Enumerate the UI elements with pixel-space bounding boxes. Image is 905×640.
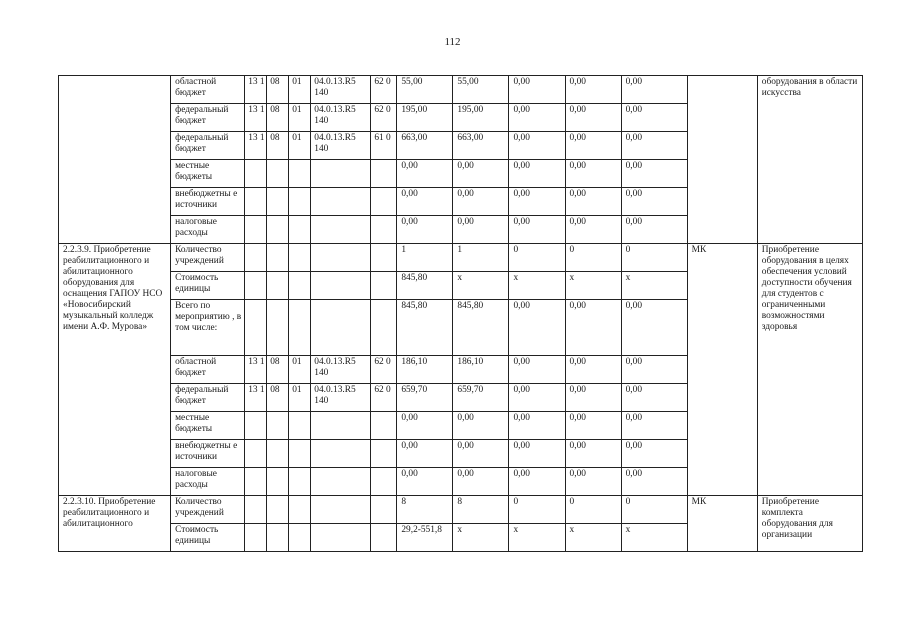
- grbs-code-cell: [245, 272, 267, 300]
- target-article-cell: [311, 524, 371, 552]
- section-code-cell: 08: [267, 104, 289, 132]
- target-article-cell: [311, 244, 371, 272]
- target-article-cell: [311, 216, 371, 244]
- section-code-cell: [267, 160, 289, 188]
- expected-result-cell: Приобретение комплекта оборудования для организации: [757, 496, 862, 552]
- value-cell: 0,00: [621, 76, 687, 104]
- indicator-cell: Стоимость единицы: [171, 272, 245, 300]
- value-cell: 0,00: [565, 76, 621, 104]
- grbs-code-cell: [245, 216, 267, 244]
- section-code-cell: [267, 524, 289, 552]
- grbs-code-cell: [245, 160, 267, 188]
- subsection-code-cell: [289, 496, 311, 524]
- value-cell: 0,00: [509, 356, 565, 384]
- value-cell: 0,00: [453, 412, 509, 440]
- target-article-cell: [311, 300, 371, 356]
- value-cell: 0,00: [565, 356, 621, 384]
- subsection-code-cell: 01: [289, 384, 311, 412]
- value-cell: 0,00: [621, 188, 687, 216]
- value-cell: 0,00: [621, 384, 687, 412]
- expected-result-cell: оборудования в области искусства: [757, 76, 862, 244]
- section-code-cell: [267, 468, 289, 496]
- expense-type-cell: 62 0: [371, 76, 397, 104]
- budget-table: [58, 75, 863, 552]
- grbs-code-cell: 13 1: [245, 132, 267, 160]
- value-cell: 195,00: [397, 104, 453, 132]
- section-code-cell: 08: [267, 76, 289, 104]
- value-cell: 0,00: [565, 160, 621, 188]
- subsection-code-cell: [289, 300, 311, 356]
- value-cell: 55,00: [397, 76, 453, 104]
- value-cell: 186,10: [397, 356, 453, 384]
- value-cell: 0,00: [509, 440, 565, 468]
- value-cell: 0,00: [565, 216, 621, 244]
- target-article-cell: [311, 440, 371, 468]
- value-cell: 8: [453, 496, 509, 524]
- target-article-cell: [311, 188, 371, 216]
- expected-result-cell: Приобретение оборудования в целях обеспечения условий доступности обучения для студентов с ограниченными возможностями здоровья: [757, 244, 862, 496]
- table-row: [59, 496, 863, 524]
- grbs-code-cell: 13 1: [245, 104, 267, 132]
- value-cell: 1: [397, 244, 453, 272]
- value-cell: 0,00: [397, 412, 453, 440]
- table-row: [59, 76, 863, 104]
- expense-type-cell: 62 0: [371, 384, 397, 412]
- value-cell: 186,10: [453, 356, 509, 384]
- value-cell: 0,00: [621, 132, 687, 160]
- section-code-cell: 08: [267, 132, 289, 160]
- value-cell: x: [509, 524, 565, 552]
- section-code-cell: [267, 244, 289, 272]
- value-cell: 0,00: [621, 216, 687, 244]
- subsection-code-cell: 01: [289, 132, 311, 160]
- value-cell: 0,00: [565, 300, 621, 356]
- value-cell: 0,00: [565, 412, 621, 440]
- measure-name-cell: 2.2.3.9. Приобретение реабилитационного и абилитационного оборудования для оснащения ГАПОУ НСО «Новосибирский музыкальный колледж имени А.Ф. Мурова»: [59, 244, 171, 496]
- value-cell: 0,00: [397, 160, 453, 188]
- target-article-cell: [311, 272, 371, 300]
- section-code-cell: [267, 216, 289, 244]
- value-cell: 0,00: [565, 468, 621, 496]
- expense-type-cell: [371, 216, 397, 244]
- value-cell: 0,00: [453, 216, 509, 244]
- executor-cell: МК: [687, 244, 757, 496]
- subsection-code-cell: 01: [289, 356, 311, 384]
- value-cell: 0,00: [621, 160, 687, 188]
- value-cell: 0,00: [621, 412, 687, 440]
- grbs-code-cell: [245, 468, 267, 496]
- subsection-code-cell: [289, 468, 311, 496]
- expense-type-cell: [371, 300, 397, 356]
- target-article-cell: 04.0.13.R5 140: [311, 104, 371, 132]
- value-cell: 845,80: [453, 300, 509, 356]
- subsection-code-cell: 01: [289, 76, 311, 104]
- value-cell: 0: [509, 496, 565, 524]
- value-cell: 55,00: [453, 76, 509, 104]
- value-cell: 0,00: [453, 160, 509, 188]
- value-cell: 0,00: [453, 468, 509, 496]
- expense-type-cell: [371, 440, 397, 468]
- section-code-cell: [267, 440, 289, 468]
- subsection-code-cell: [289, 160, 311, 188]
- table-row: [59, 244, 863, 272]
- indicator-cell: Стоимость единицы: [171, 524, 245, 552]
- indicator-cell: внебюджетны е источники: [171, 440, 245, 468]
- indicator-cell: Количество учреждений: [171, 244, 245, 272]
- value-cell: x: [565, 272, 621, 300]
- value-cell: 845,80: [397, 300, 453, 356]
- value-cell: x: [453, 272, 509, 300]
- value-cell: 845,80: [397, 272, 453, 300]
- indicator-cell: налоговые расходы: [171, 216, 245, 244]
- grbs-code-cell: [245, 496, 267, 524]
- value-cell: 0,00: [565, 132, 621, 160]
- value-cell: 0,00: [565, 384, 621, 412]
- target-article-cell: 04.0.13.R5 140: [311, 384, 371, 412]
- indicator-cell: местные бюджеты: [171, 412, 245, 440]
- expense-type-cell: [371, 524, 397, 552]
- indicator-cell: федеральный бюджет: [171, 384, 245, 412]
- grbs-code-cell: [245, 188, 267, 216]
- value-cell: 0: [509, 244, 565, 272]
- grbs-code-cell: [245, 412, 267, 440]
- expense-type-cell: [371, 244, 397, 272]
- indicator-cell: внебюджетны е источники: [171, 188, 245, 216]
- value-cell: 0,00: [509, 384, 565, 412]
- value-cell: 0,00: [509, 468, 565, 496]
- value-cell: 0: [565, 244, 621, 272]
- executor-cell: [687, 76, 757, 244]
- indicator-cell: Всего по мероприятию , в том числе:: [171, 300, 245, 356]
- value-cell: 195,00: [453, 104, 509, 132]
- value-cell: 0,00: [565, 104, 621, 132]
- value-cell: 0,00: [509, 188, 565, 216]
- expense-type-cell: 62 0: [371, 104, 397, 132]
- subsection-code-cell: [289, 524, 311, 552]
- section-code-cell: [267, 188, 289, 216]
- value-cell: 0: [621, 244, 687, 272]
- expense-type-cell: [371, 188, 397, 216]
- section-code-cell: 08: [267, 384, 289, 412]
- value-cell: 0,00: [509, 104, 565, 132]
- value-cell: 8: [397, 496, 453, 524]
- value-cell: x: [509, 272, 565, 300]
- value-cell: 0,00: [509, 160, 565, 188]
- value-cell: 0,00: [397, 188, 453, 216]
- grbs-code-cell: [245, 244, 267, 272]
- value-cell: 0,00: [565, 188, 621, 216]
- section-code-cell: 08: [267, 356, 289, 384]
- section-code-cell: [267, 496, 289, 524]
- expense-type-cell: 61 0: [371, 132, 397, 160]
- indicator-cell: местные бюджеты: [171, 160, 245, 188]
- value-cell: 29,2-551,8: [397, 524, 453, 552]
- grbs-code-cell: [245, 524, 267, 552]
- value-cell: 0,00: [621, 468, 687, 496]
- grbs-code-cell: 13 1: [245, 384, 267, 412]
- target-article-cell: 04.0.13.R5 140: [311, 356, 371, 384]
- target-article-cell: 04.0.13.R5 140: [311, 76, 371, 104]
- subsection-code-cell: [289, 244, 311, 272]
- value-cell: 0,00: [565, 440, 621, 468]
- expense-type-cell: [371, 496, 397, 524]
- executor-cell: МК: [687, 496, 757, 552]
- grbs-code-cell: [245, 440, 267, 468]
- target-article-cell: [311, 160, 371, 188]
- subsection-code-cell: [289, 188, 311, 216]
- expense-type-cell: [371, 468, 397, 496]
- target-article-cell: [311, 468, 371, 496]
- indicator-cell: областной бюджет: [171, 356, 245, 384]
- value-cell: 0,00: [453, 440, 509, 468]
- value-cell: 659,70: [453, 384, 509, 412]
- value-cell: 0,00: [621, 440, 687, 468]
- indicator-cell: Количество учреждений: [171, 496, 245, 524]
- grbs-code-cell: [245, 300, 267, 356]
- subsection-code-cell: [289, 412, 311, 440]
- value-cell: x: [565, 524, 621, 552]
- indicator-cell: налоговые расходы: [171, 468, 245, 496]
- value-cell: 0: [621, 496, 687, 524]
- value-cell: 663,00: [397, 132, 453, 160]
- section-code-cell: [267, 272, 289, 300]
- value-cell: 663,00: [453, 132, 509, 160]
- value-cell: 0,00: [397, 468, 453, 496]
- value-cell: x: [453, 524, 509, 552]
- page-number: 112: [444, 36, 461, 48]
- value-cell: 0,00: [621, 356, 687, 384]
- subsection-code-cell: [289, 272, 311, 300]
- subsection-code-cell: [289, 216, 311, 244]
- value-cell: 0,00: [509, 300, 565, 356]
- measure-name-cell: 2.2.3.10. Приобретение реабилитационного и абилитационного: [59, 496, 171, 552]
- value-cell: 0,00: [509, 216, 565, 244]
- grbs-code-cell: 13 1: [245, 356, 267, 384]
- value-cell: 0,00: [453, 188, 509, 216]
- section-code-cell: [267, 412, 289, 440]
- indicator-cell: федеральный бюджет: [171, 132, 245, 160]
- measure-name-cell: [59, 76, 171, 244]
- value-cell: 0,00: [509, 412, 565, 440]
- value-cell: 659,70: [397, 384, 453, 412]
- value-cell: 0,00: [397, 440, 453, 468]
- target-article-cell: 04.0.13.R5 140: [311, 132, 371, 160]
- target-article-cell: [311, 496, 371, 524]
- value-cell: x: [621, 272, 687, 300]
- value-cell: 0: [565, 496, 621, 524]
- grbs-code-cell: 13 1: [245, 76, 267, 104]
- value-cell: x: [621, 524, 687, 552]
- subsection-code-cell: [289, 440, 311, 468]
- value-cell: 0,00: [621, 300, 687, 356]
- expense-type-cell: 62 0: [371, 356, 397, 384]
- indicator-cell: федеральный бюджет: [171, 104, 245, 132]
- target-article-cell: [311, 412, 371, 440]
- value-cell: 0,00: [509, 76, 565, 104]
- value-cell: 0,00: [509, 132, 565, 160]
- expense-type-cell: [371, 272, 397, 300]
- expense-type-cell: [371, 160, 397, 188]
- value-cell: 0,00: [397, 216, 453, 244]
- expense-type-cell: [371, 412, 397, 440]
- subsection-code-cell: 01: [289, 104, 311, 132]
- value-cell: 0,00: [621, 104, 687, 132]
- value-cell: 1: [453, 244, 509, 272]
- section-code-cell: [267, 300, 289, 356]
- indicator-cell: областной бюджет: [171, 76, 245, 104]
